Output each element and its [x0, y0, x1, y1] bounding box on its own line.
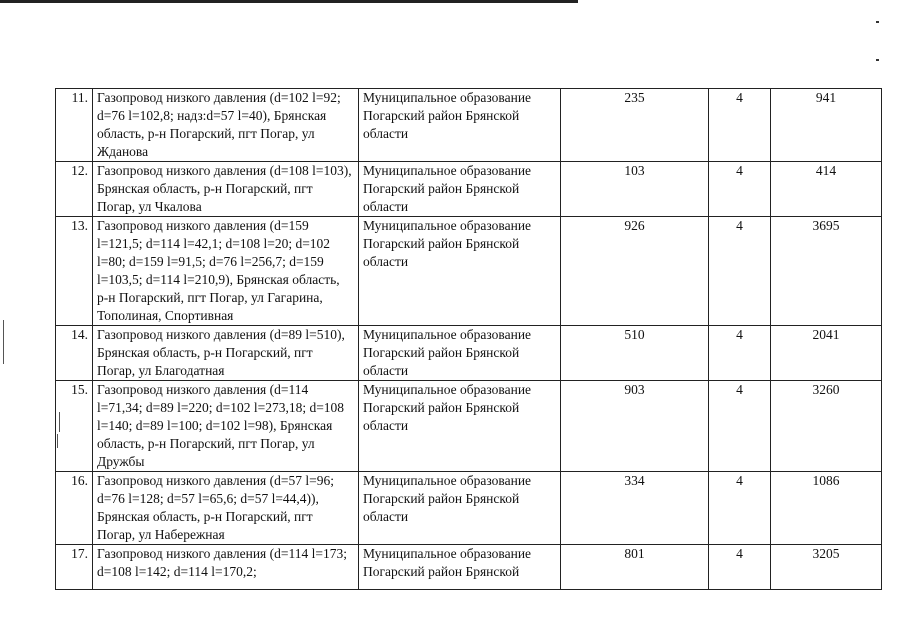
length-value: 334	[561, 472, 709, 545]
column-5-value: 4	[709, 217, 771, 326]
object-description: Газопровод низкого давления (d=57 l=96; d=76 l=128; d=57 l=65,6; d=57 l=44,4)), Брянская область, р-н Погарский, пгт Погар, ул Набережная	[93, 472, 359, 545]
owner-name: Муниципальное образование Погарский район Брянской области	[359, 89, 561, 162]
column-6-value: 2041	[771, 326, 882, 381]
column-6-value: 3695	[771, 217, 882, 326]
row-number: 15.	[56, 381, 93, 472]
column-5-value: 4	[709, 326, 771, 381]
table-row	[56, 217, 882, 326]
column-5-value: 4	[709, 89, 771, 162]
owner-name: Муниципальное образование Погарский район Брянской	[359, 545, 561, 590]
top-border-line	[0, 0, 578, 3]
owner-name: Муниципальное образование Погарский район Брянской области	[359, 472, 561, 545]
object-description: Газопровод низкого давления (d=114 l=173; d=108 l=142; d=114 l=170,2;	[93, 545, 359, 590]
table-row	[56, 89, 882, 162]
length-value: 103	[561, 162, 709, 217]
object-description: Газопровод низкого давления (d=108 l=103), Брянская область, р-н Погарский, пгт Погар, ул Чкалова	[93, 162, 359, 217]
column-5-value: 4	[709, 472, 771, 545]
gas-pipeline-registry-table	[55, 88, 882, 590]
owner-name: Муниципальное образование Погарский район Брянской области	[359, 326, 561, 381]
column-6-value: 414	[771, 162, 882, 217]
object-description: Газопровод низкого давления (d=159 l=121,5; d=114 l=42,1; d=108 l=20; d=102 l=80; d=159 l=91,5; d=76 l=256,7; d=159 l=103,5; d=114 l=210,9), Брянская область, р-н Погарский, пгт Погар, ул Гагарина, Тополиная, Спортивная	[93, 217, 359, 326]
row-number: 12.	[56, 162, 93, 217]
scan-mark	[876, 21, 879, 23]
column-6-value: 3260	[771, 381, 882, 472]
column-6-value: 941	[771, 89, 882, 162]
table-row	[56, 326, 882, 381]
row-number: 14.	[56, 326, 93, 381]
length-value: 903	[561, 381, 709, 472]
column-6-value: 3205	[771, 545, 882, 590]
row-number: 13.	[56, 217, 93, 326]
table-row	[56, 472, 882, 545]
length-value: 510	[561, 326, 709, 381]
table-row	[56, 545, 882, 590]
length-value: 801	[561, 545, 709, 590]
column-6-value: 1086	[771, 472, 882, 545]
scan-artifact-line	[3, 320, 4, 364]
table-row	[56, 381, 882, 472]
row-number: 11.	[56, 89, 93, 162]
column-5-value: 4	[709, 381, 771, 472]
table-row	[56, 162, 882, 217]
column-5-value: 4	[709, 162, 771, 217]
owner-name: Муниципальное образование Погарский район Брянской области	[359, 217, 561, 326]
column-5-value: 4	[709, 545, 771, 590]
scan-mark	[876, 59, 879, 61]
object-description: Газопровод низкого давления (d=89 l=510), Брянская область, р-н Погарский, пгт Погар, ул Благодатная	[93, 326, 359, 381]
length-value: 926	[561, 217, 709, 326]
object-description: Газопровод низкого давления (d=114 l=71,34; d=89 l=220; d=102 l=273,18; d=108 l=140; d=89 l=100; d=102 l=98), Брянская область, р-н Погарский, пгт Погар, ул Дружбы	[93, 381, 359, 472]
length-value: 235	[561, 89, 709, 162]
object-description: Газопровод низкого давления (d=102 l=92; d=76 l=102,8; надз:d=57 l=40), Брянская область, р-н Погарский, пгт Погар, ул Жданова	[93, 89, 359, 162]
row-number: 16.	[56, 472, 93, 545]
row-number: 17.	[56, 545, 93, 590]
owner-name: Муниципальное образование Погарский район Брянской области	[359, 381, 561, 472]
owner-name: Муниципальное образование Погарский район Брянской области	[359, 162, 561, 217]
